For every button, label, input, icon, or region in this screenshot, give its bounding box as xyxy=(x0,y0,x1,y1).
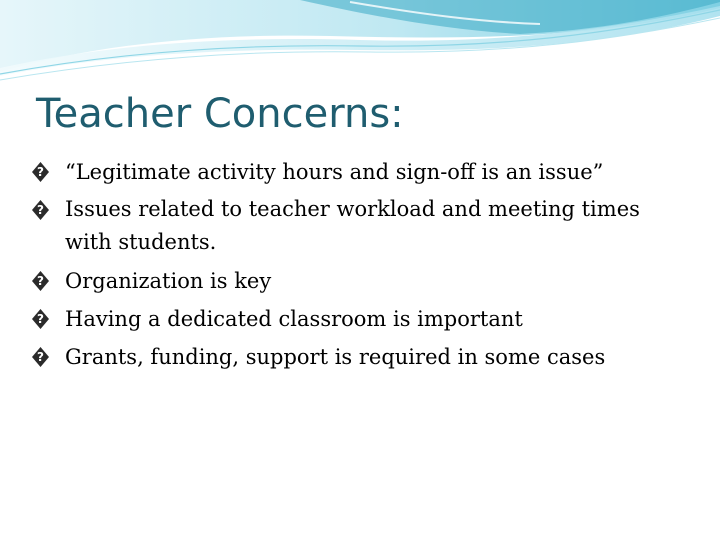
bullet-text: Organization is key xyxy=(65,269,272,293)
list-item xyxy=(30,262,690,300)
replacement-glyph-icon xyxy=(32,271,49,291)
header-wave-decoration xyxy=(0,0,720,90)
bullet-text: “Legitimate activity hours and sign-off is an issue” xyxy=(65,160,604,184)
list-item xyxy=(30,300,690,338)
replacement-glyph-icon xyxy=(32,347,49,367)
bullet-text: Grants, funding, support is required in some cases xyxy=(65,345,606,369)
replacement-glyph-icon xyxy=(32,309,49,329)
list-item xyxy=(30,191,690,262)
bullet-text: Having a dedicated classroom is important xyxy=(65,307,523,331)
bullet-list xyxy=(30,153,690,376)
bullet-text: Issues related to teacher workload and meeting times with students. xyxy=(65,197,640,254)
replacement-glyph-icon xyxy=(32,162,49,182)
list-item xyxy=(30,153,690,191)
replacement-glyph-icon xyxy=(32,200,49,220)
slide-title: Teacher Concerns: xyxy=(36,91,404,137)
list-item xyxy=(30,338,690,376)
